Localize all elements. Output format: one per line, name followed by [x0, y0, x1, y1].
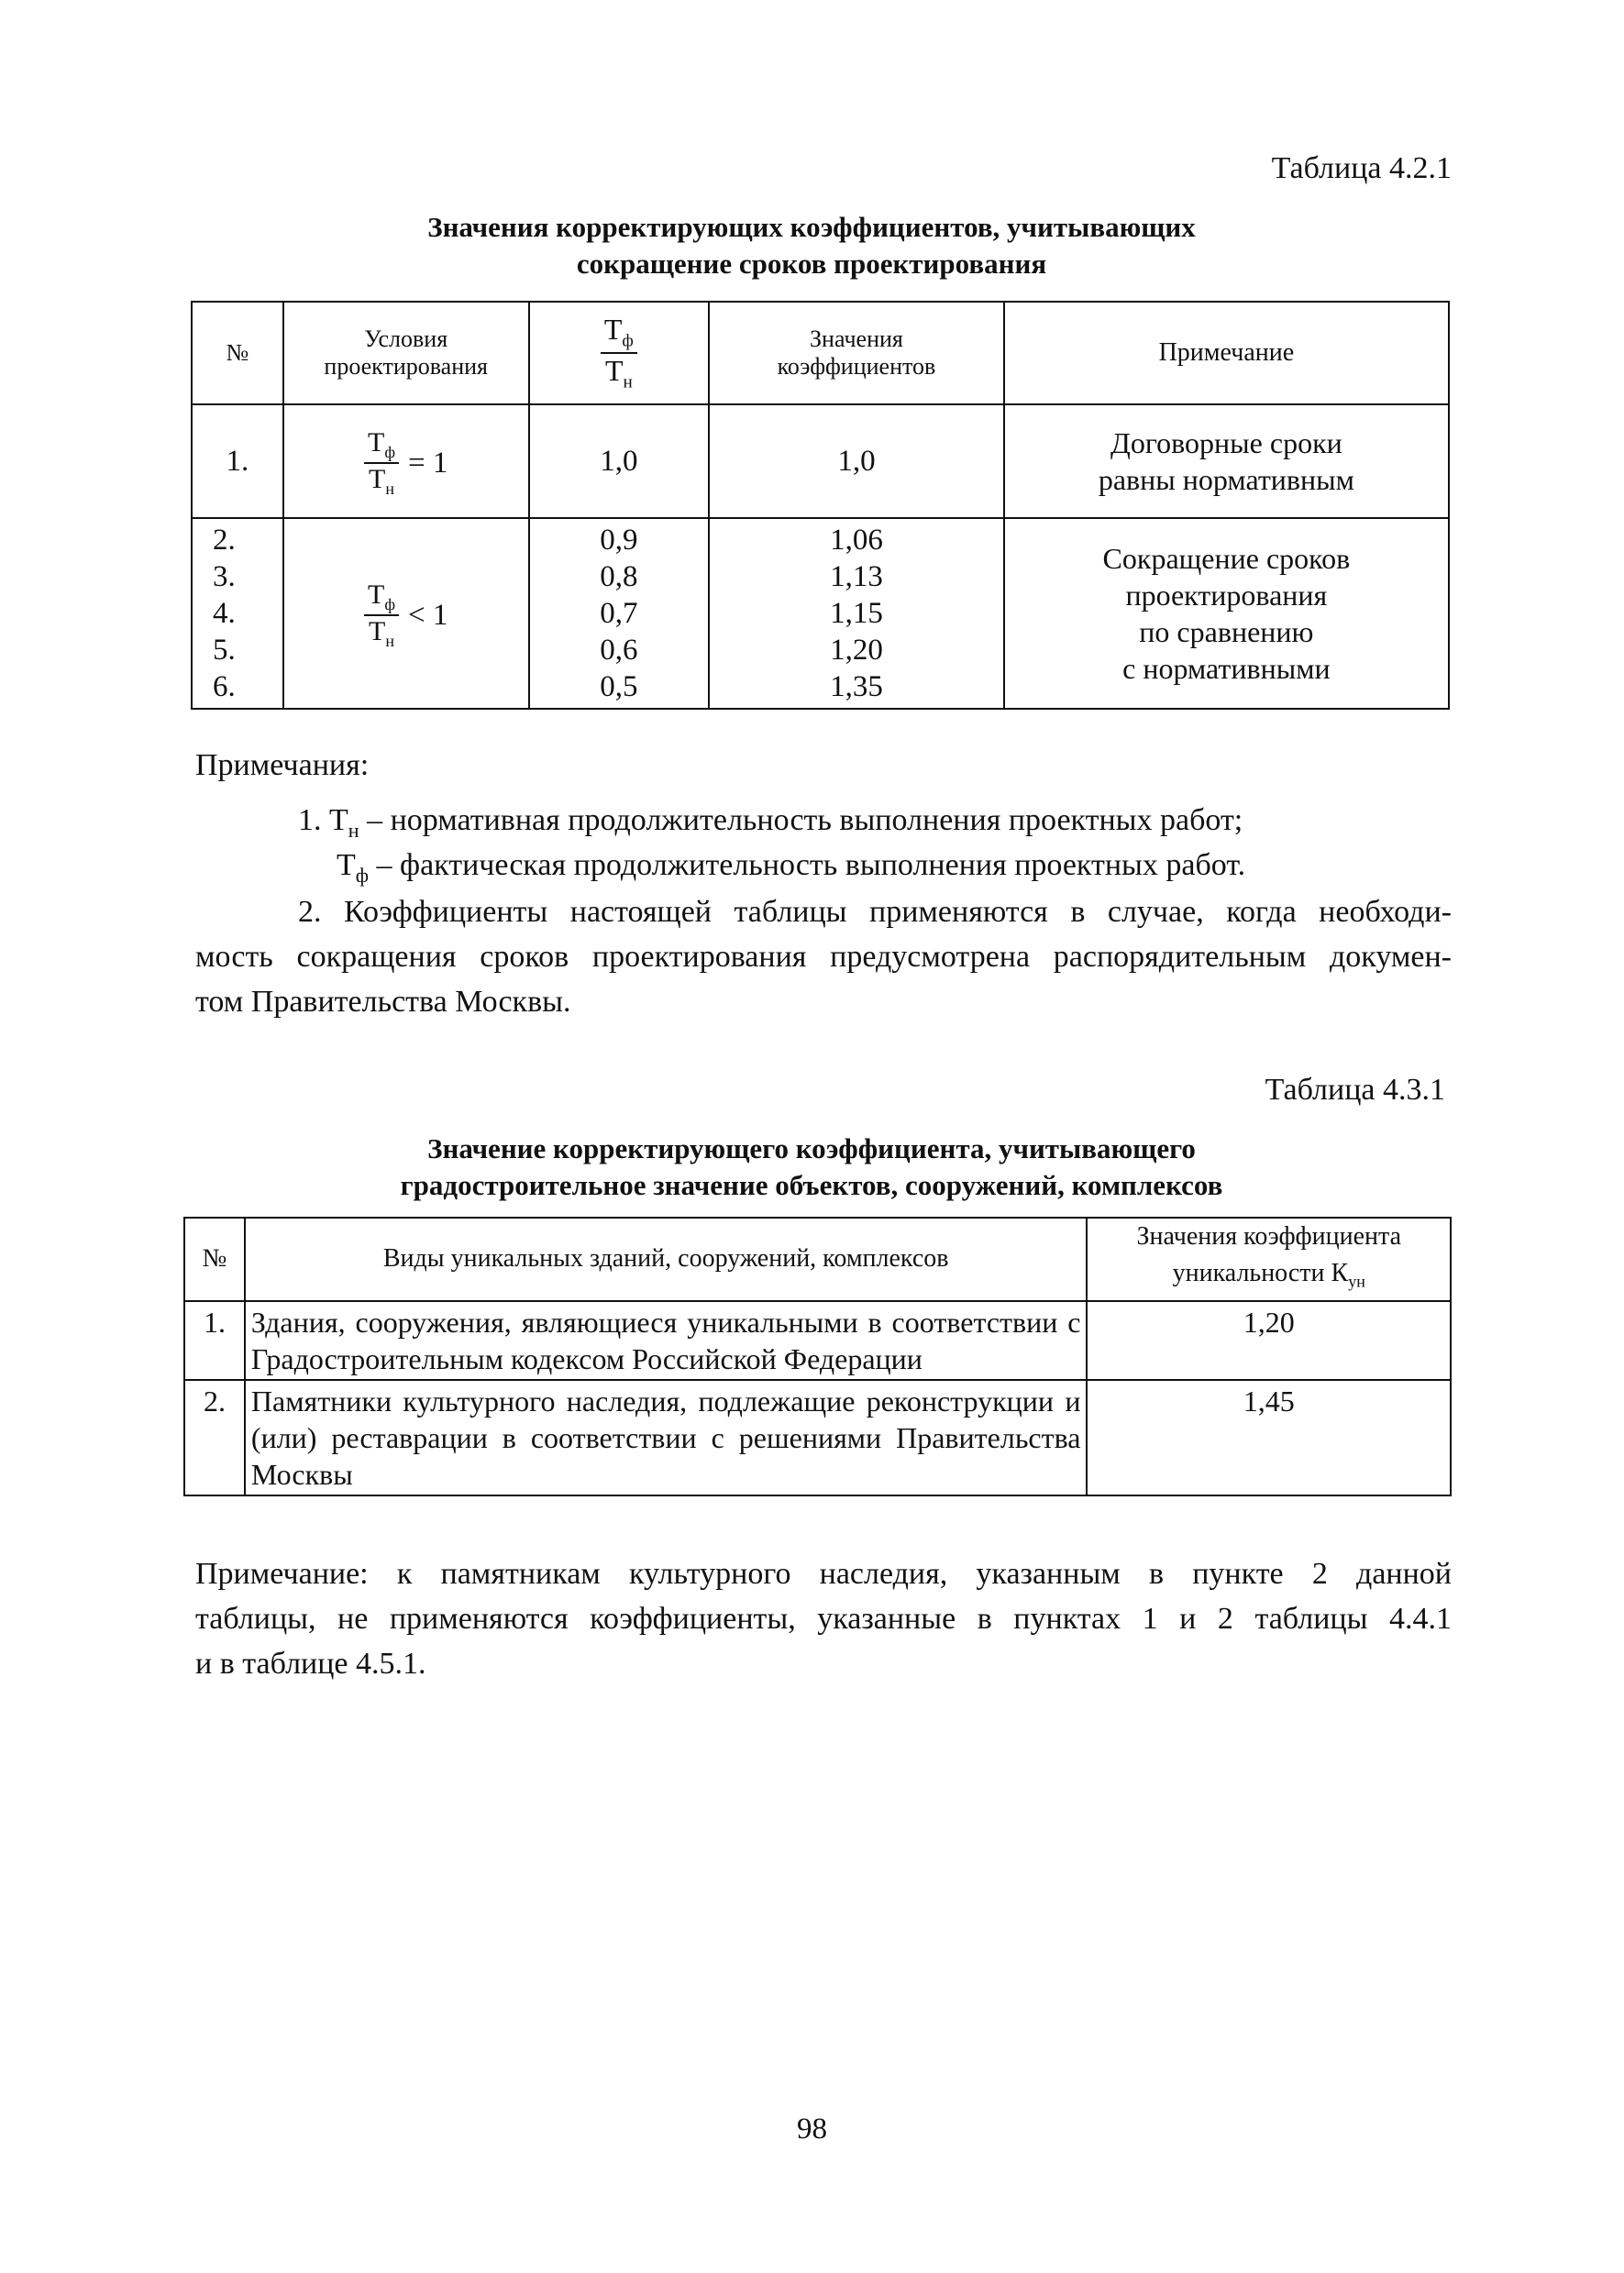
- frac-sub: ф: [622, 331, 634, 351]
- ratio-value: 0,6: [600, 634, 638, 667]
- coefficient-value: 1,15: [830, 597, 883, 630]
- notes-heading: Примечания:: [195, 748, 370, 782]
- note-line: мость сокращения сроков проектирования предусмотрена распорядительным докумен-: [195, 940, 1452, 974]
- frac-sub: ф: [384, 595, 396, 613]
- row-num: 4.: [213, 597, 236, 630]
- note-item-2: [195, 889, 1452, 1024]
- note-line: таблицы, не применяются коэффициенты, указанные в пунктах 1 и 2 таблицы 4.4.1: [195, 1602, 1452, 1636]
- header-line: коэффициентов: [777, 353, 936, 380]
- row-num: 3.: [213, 560, 236, 593]
- row-condition: [283, 404, 529, 518]
- table-title-line: Значения корректирующих коэффициентов, учитывающих: [427, 211, 1196, 243]
- ratio-value: 0,7: [600, 597, 638, 630]
- condition-relation: < 1: [408, 598, 448, 632]
- table-row-group: [192, 518, 1449, 709]
- coefficients-table: [191, 301, 1450, 710]
- note-line: том Правительства Москвы.: [195, 985, 571, 1019]
- note-line: проектирования: [1125, 579, 1328, 612]
- note-line: с нормативными: [1122, 652, 1331, 685]
- header-line: Значения коэффициента: [1136, 1222, 1402, 1251]
- note-text: – нормативная продолжительность выполнения проектных работ;: [359, 803, 1243, 837]
- table-title: [183, 209, 1440, 282]
- row-num: 1.: [192, 404, 283, 518]
- header-types: Виды уникальных зданий, сооружений, комплексов: [245, 1218, 1088, 1301]
- header-coefficient: [1087, 1218, 1451, 1301]
- header-line: Значения: [810, 326, 903, 352]
- header-text: уникальности К: [1172, 1259, 1349, 1287]
- header-ratio: [529, 302, 710, 404]
- note-sub: ф: [355, 863, 370, 887]
- coefficient-value: 1,35: [830, 670, 883, 703]
- row-description: Памятники культурного наследия, подлежащие реконструкции и (или) реставрации в соответствии с решениями Правительства Москвы: [245, 1380, 1088, 1495]
- frac-symbol: Т: [368, 579, 385, 610]
- ratio-value: 0,8: [600, 560, 638, 593]
- header-note: Примечание: [1004, 302, 1449, 404]
- table-row: [192, 404, 1449, 518]
- table-label: Таблица 4.3.1: [1265, 1073, 1445, 1107]
- header-line: Условия: [364, 326, 448, 352]
- note-line: равны нормативным: [1098, 463, 1354, 496]
- row-num: 2.: [184, 1380, 245, 1495]
- table-header-row: [184, 1218, 1451, 1301]
- header-line: [1088, 1255, 1450, 1300]
- header-line: проектирования: [324, 353, 489, 380]
- frac-symbol: Т: [369, 464, 386, 494]
- header-num: №: [192, 302, 283, 404]
- row-condition: [283, 518, 529, 709]
- ratio-value: 0,5: [600, 670, 638, 703]
- row-num: 1.: [184, 1301, 245, 1380]
- table-label: Таблица 4.2.1: [1271, 151, 1452, 185]
- row-nums: [192, 518, 283, 709]
- row-num: 6.: [213, 670, 236, 703]
- note-sub: н: [348, 818, 359, 842]
- frac-symbol: Т: [604, 354, 624, 387]
- table-note: [195, 1551, 1452, 1686]
- note-line: Сокращение сроков: [1102, 542, 1351, 575]
- row-value: 1,0: [709, 404, 1004, 518]
- row-ratio: 1,0: [529, 404, 710, 518]
- frac-symbol: Т: [369, 616, 386, 646]
- frac-symbol: Т: [603, 313, 623, 347]
- table-row: [184, 1301, 1451, 1380]
- table-header-row: [192, 302, 1449, 404]
- frac-sub: н: [385, 480, 395, 498]
- row-num: 5.: [213, 634, 236, 667]
- condition-relation: = 1: [408, 446, 448, 480]
- row-ratios: [529, 518, 710, 709]
- header-values: [709, 302, 1004, 404]
- coefficient-value: 1,13: [830, 560, 883, 593]
- row-values: [709, 518, 1004, 709]
- note-line: Договорные сроки: [1110, 426, 1342, 459]
- table-title-line: градостроительное значение объектов, сооружений, комплексов: [400, 1169, 1223, 1201]
- row-num: 2.: [213, 524, 236, 557]
- header-conditions: [283, 302, 529, 404]
- note-symbol: 1. Т: [298, 803, 348, 837]
- frac-sub: ф: [384, 443, 396, 461]
- row-description: Здания, сооружения, являющиеся уникальными в соответствии с Градостроительным кодексом Российской Федерации: [245, 1301, 1088, 1380]
- frac-sub: н: [385, 632, 395, 650]
- row-note: [1004, 404, 1449, 518]
- header-sub: ун: [1348, 1272, 1365, 1291]
- note-line: Примечание: к памятникам культурного наследия, указанным в пункте 2 данной: [195, 1557, 1452, 1591]
- table-title: [183, 1131, 1440, 1204]
- note-text: – фактическая продолжительность выполнения проектных работ.: [369, 848, 1246, 882]
- table-title-line: Значение корректирующего коэффициента, учитывающего: [427, 1132, 1196, 1164]
- coefficient-value: 1,06: [830, 524, 883, 557]
- page-number: 98: [797, 2113, 827, 2146]
- coefficient-value: 1,20: [830, 634, 883, 667]
- frac-symbol: Т: [368, 427, 385, 458]
- ratio-value: 0,9: [600, 524, 638, 557]
- row-value: 1,45: [1087, 1380, 1451, 1495]
- table-title-line: сокращение сроков проектирования: [576, 248, 1047, 280]
- frac-sub: н: [623, 372, 633, 392]
- note-symbol: Т: [337, 848, 356, 882]
- row-value: 1,20: [1087, 1301, 1451, 1380]
- note-line: 2. Коэффициенты настоящей таблицы применяются в случае, когда необходи-: [298, 895, 1452, 929]
- row-note: [1004, 518, 1449, 709]
- ratio-fraction: [601, 314, 637, 391]
- uniqueness-table: [183, 1217, 1452, 1496]
- header-num: №: [184, 1218, 245, 1301]
- note-line: и в таблице 4.5.1.: [195, 1647, 426, 1681]
- table-row: [184, 1380, 1451, 1495]
- note-line: по сравнению: [1139, 615, 1314, 648]
